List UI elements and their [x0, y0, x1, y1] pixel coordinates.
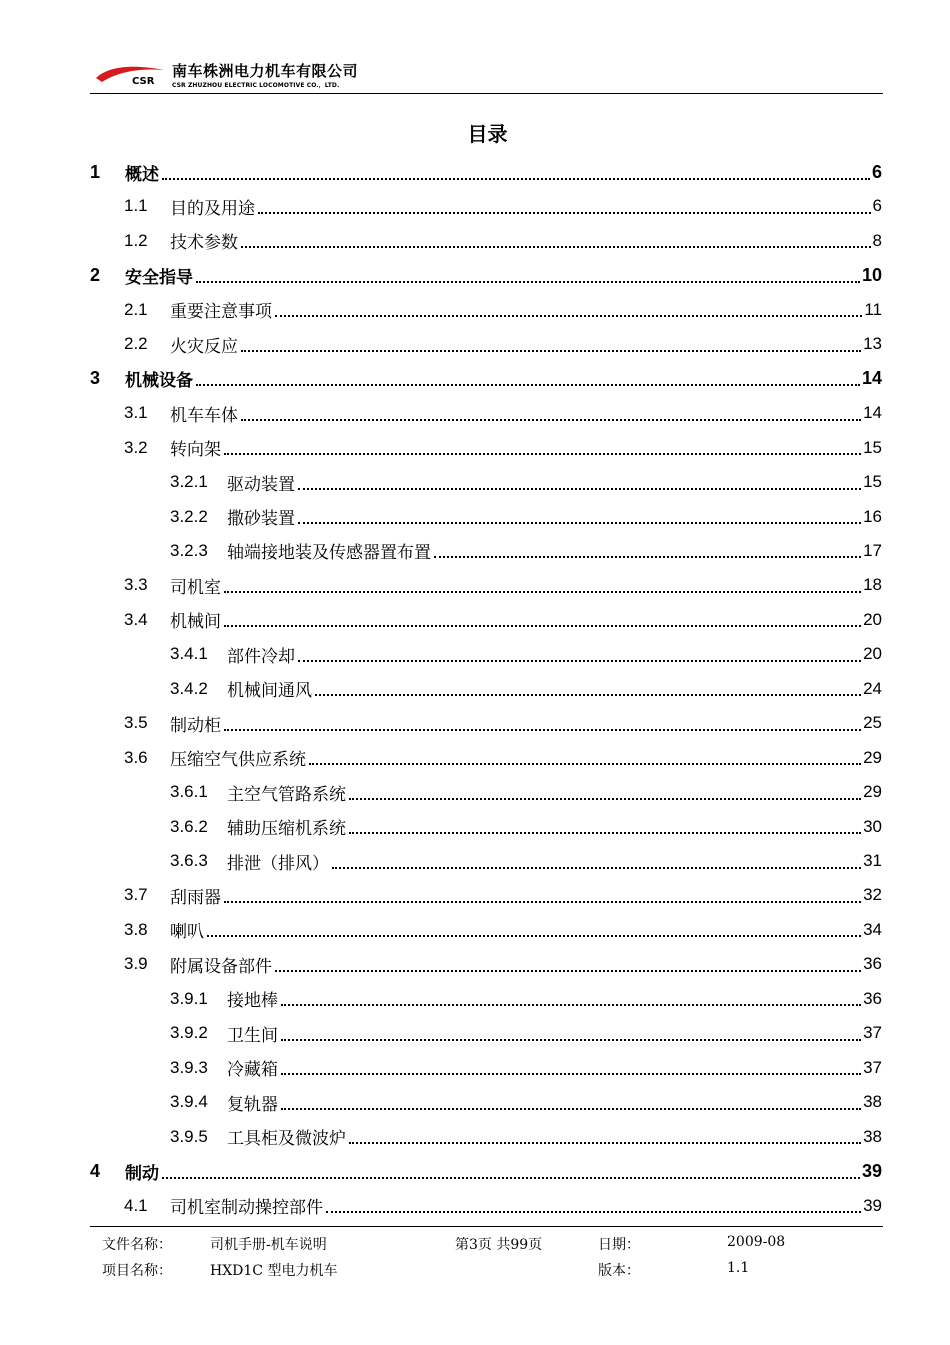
toc-entry-page: 36 — [863, 988, 882, 1008]
toc-dot-leader — [434, 555, 861, 558]
toc-entry-number: 3.9.3 — [170, 1057, 208, 1077]
toc-entry-page: 15 — [863, 472, 882, 492]
toc-entry-label: 附属设备部件 — [170, 956, 272, 977]
toc-entry-page: 8 — [872, 230, 882, 250]
toc-entry[interactable] — [170, 812, 882, 842]
toc-entry-label: 撒砂装置 — [227, 509, 295, 529]
toc-dot-leader — [162, 1176, 860, 1179]
file-name-label: 文件名称： — [102, 1237, 172, 1253]
toc-entry-number: 3.6.2 — [170, 816, 208, 836]
toc-entry-number: 4.1 — [124, 1195, 148, 1215]
toc-entry-label: 冷藏箱 — [227, 1060, 278, 1081]
toc-entry[interactable] — [170, 674, 882, 704]
toc-entry-number: 3.4 — [124, 609, 148, 629]
header-divider — [90, 93, 883, 94]
toc-dot-leader — [258, 211, 871, 214]
toc-entry-number: 1 — [90, 161, 101, 182]
footer-divider — [90, 1226, 883, 1227]
toc-dot-leader — [332, 866, 861, 869]
toc-entry-number: 2.2 — [124, 334, 148, 354]
toc-entry-label: 喇叭 — [170, 922, 204, 943]
toc-entry-label: 部件冷却 — [227, 646, 295, 667]
toc-entry-label: 机械间通风 — [227, 681, 312, 702]
toc-entry[interactable] — [124, 570, 882, 600]
toc-entry-label: 技术参数 — [170, 233, 238, 254]
toc-entry-number: 3.4.2 — [170, 678, 208, 698]
toc-entry-page: 39 — [863, 1195, 882, 1215]
toc-entry-label: 火灾反应 — [170, 336, 238, 357]
toc-entry-label: 目的及用途 — [170, 198, 255, 219]
toc-entry[interactable] — [170, 639, 882, 669]
toc-entry-page: 29 — [863, 747, 882, 767]
toc-entry-page: 36 — [863, 954, 882, 974]
toc-entry-number: 3 — [90, 368, 101, 389]
project-value: HXD1C 型电力机车 — [210, 1263, 338, 1279]
date-value: 2009-08 — [727, 1234, 786, 1250]
toc-entry-page: 25 — [863, 713, 882, 733]
toc-entry-number: 3.9.2 — [170, 1023, 208, 1043]
toc-entry-label: 主空气管路系统 — [227, 784, 346, 805]
toc-entry-label: 机械间 — [170, 612, 221, 633]
toc-dot-leader — [207, 934, 861, 937]
company-name-cn: 南车株洲电力机车有限公司 — [172, 62, 359, 80]
toc-entry[interactable] — [170, 502, 882, 532]
toc-entry-page: 32 — [863, 885, 882, 905]
csr-logo — [94, 58, 166, 88]
toc-entry[interactable] — [124, 605, 882, 635]
toc-entry-number: 2 — [90, 264, 101, 285]
toc-dot-leader — [196, 280, 860, 283]
toc-entry-number: 1.1 — [124, 196, 148, 216]
toc-entry[interactable] — [90, 260, 882, 290]
toc-entry[interactable] — [124, 433, 882, 463]
toc-entry-page: 17 — [863, 540, 882, 560]
company-name-en: CSR ZHUZHOU ELECTRIC LOCOMOTIVE CO.，LTD. — [172, 82, 340, 89]
toc-dot-leader — [349, 831, 861, 834]
toc-entry-label: 制动 — [125, 1163, 159, 1184]
toc-entry-label: 压缩空气供应系统 — [170, 750, 306, 771]
toc-entry-page: 29 — [863, 782, 882, 802]
toc-dot-leader — [309, 762, 861, 765]
toc-entry[interactable] — [124, 949, 882, 979]
toc-dot-leader — [281, 1038, 861, 1041]
toc-entry[interactable] — [170, 467, 882, 497]
date-label: 日期： — [598, 1237, 640, 1253]
toc-dot-leader — [224, 452, 861, 455]
toc-entry[interactable] — [124, 1191, 882, 1221]
toc-entry-number: 3.6 — [124, 747, 148, 767]
toc-entry-label: 重要注意事项 — [170, 302, 272, 323]
page-header — [90, 50, 883, 94]
toc-dot-leader — [281, 1003, 861, 1006]
toc-entry-number: 3.3 — [124, 575, 148, 595]
toc-dot-leader — [326, 1210, 861, 1213]
toc-entry-page: 15 — [863, 437, 882, 457]
page-info: 第3页 共99页 — [455, 1237, 543, 1253]
toc-entry[interactable] — [170, 1018, 882, 1048]
toc-entry-number: 3.2 — [124, 437, 148, 457]
toc-entry[interactable] — [170, 1122, 882, 1152]
toc-entry-label: 制动柜 — [170, 715, 221, 736]
version-label: 版本： — [598, 1263, 640, 1279]
toc-entry-number: 4 — [90, 1160, 101, 1181]
toc-entry[interactable] — [124, 226, 882, 256]
toc-entry-number: 3.6.1 — [170, 782, 208, 802]
toc-entry-page: 39 — [861, 1160, 882, 1181]
toc-dot-leader — [241, 418, 861, 421]
toc-entry-number: 3.2.1 — [170, 472, 208, 492]
toc-entry-number: 3.9.5 — [170, 1126, 208, 1146]
toc-dot-leader — [298, 659, 861, 662]
toc-dot-leader — [241, 245, 871, 248]
toc-dot-leader — [224, 624, 861, 627]
toc-dot-leader — [224, 590, 861, 593]
toc-entry[interactable] — [124, 329, 882, 359]
toc-entry[interactable] — [170, 1087, 882, 1117]
toc-entry[interactable] — [124, 915, 882, 945]
toc-entry-page: 10 — [861, 264, 882, 285]
toc-dot-leader — [224, 900, 861, 903]
toc-dot-leader — [281, 1107, 861, 1110]
toc-entry-page: 31 — [863, 851, 882, 870]
toc-entry[interactable] — [124, 191, 882, 221]
toc-entry-label: 司机室 — [170, 577, 221, 598]
toc-entry-number: 3.1 — [124, 403, 148, 423]
toc-entry-label: 机车车体 — [170, 405, 238, 426]
toc-entry-number: 3.9.1 — [170, 988, 208, 1008]
toc-entry-page: 24 — [863, 678, 882, 698]
toc-entry[interactable] — [170, 984, 882, 1014]
toc-entry-page: 18 — [863, 575, 882, 595]
toc-entry-label: 接地棒 — [227, 991, 278, 1012]
toc-entry-number: 3.4.1 — [170, 644, 208, 664]
toc-entry-page: 6 — [872, 196, 882, 216]
toc-entry-label: 司机室制动操控部件 — [170, 1198, 323, 1218]
toc-dot-leader — [224, 728, 861, 731]
toc-entry-label: 卫生间 — [227, 1025, 278, 1046]
toc-dot-leader — [281, 1072, 861, 1075]
toc-dot-leader — [298, 487, 861, 490]
toc-dot-leader — [241, 349, 861, 352]
page-title: 目录 — [467, 122, 508, 146]
toc-entry-page: 37 — [863, 1057, 882, 1077]
toc-entry[interactable] — [124, 880, 882, 910]
toc-dot-leader — [162, 177, 870, 180]
toc-entry-number: 3.9.4 — [170, 1092, 208, 1112]
toc-entry-number: 1.2 — [124, 230, 148, 250]
toc-entry-label: 驱动装置 — [227, 474, 295, 495]
toc-dot-leader — [196, 383, 860, 386]
toc-entry-label: 刮雨器 — [170, 887, 221, 908]
toc-entry-page: 16 — [863, 506, 882, 526]
toc-entry-label: 安全指导 — [125, 267, 193, 288]
toc-entry-label: 排泄（排风） — [227, 853, 329, 874]
toc-entry-page: 30 — [863, 816, 882, 836]
toc-entry-page: 20 — [863, 644, 882, 664]
project-label: 项目名称： — [102, 1263, 172, 1279]
toc-entry-number: 3.5 — [124, 713, 148, 733]
toc-dot-leader — [349, 1141, 861, 1144]
toc-entry-number: 3.6.3 — [170, 851, 208, 870]
logo-text: CSR — [132, 76, 155, 87]
toc-entry[interactable] — [124, 743, 882, 773]
toc-entry-number: 3.2.3 — [170, 540, 208, 560]
toc-dot-leader — [349, 797, 861, 800]
toc-entry-number: 2.1 — [124, 299, 148, 319]
toc-dot-leader — [315, 693, 861, 696]
toc-entry[interactable] — [90, 364, 882, 394]
toc-entry[interactable] — [124, 708, 882, 738]
toc-entry-page: 11 — [864, 299, 882, 319]
toc-entry[interactable] — [90, 157, 882, 187]
toc-entry-page: 14 — [863, 403, 882, 423]
toc-entry-number: 3.8 — [124, 919, 148, 939]
toc-entry[interactable] — [124, 295, 882, 325]
toc-entry-label: 辅助压缩机系统 — [227, 819, 346, 840]
toc-entry-number: 3.9 — [124, 954, 148, 974]
toc-entry[interactable] — [170, 536, 882, 566]
page-footer — [0, 1230, 950, 1290]
toc-dot-leader — [275, 969, 861, 972]
toc-entry-page: 38 — [863, 1092, 882, 1112]
toc-entry[interactable] — [170, 846, 882, 876]
toc-entry-label: 轴端接地装及传感器置布置 — [227, 543, 431, 564]
toc-entry-page: 20 — [863, 609, 882, 629]
toc-entry-label: 转向架 — [170, 440, 221, 461]
file-name-value: 司机手册-机车说明 — [210, 1237, 327, 1253]
toc-entry-label: 概述 — [125, 164, 159, 185]
toc-entry-number: 3.2.2 — [170, 506, 208, 526]
toc-entry-page: 34 — [863, 919, 882, 939]
toc-entry[interactable] — [90, 1156, 882, 1186]
toc-entry-page: 6 — [871, 161, 882, 182]
toc-entry-page: 13 — [863, 334, 882, 354]
toc-entry-page: 37 — [863, 1023, 882, 1043]
toc-entry[interactable] — [170, 777, 882, 807]
toc-dot-leader — [298, 521, 861, 524]
toc-entry[interactable] — [124, 398, 882, 428]
toc-dot-leader — [275, 314, 862, 317]
toc-entry-label: 机械设备 — [125, 371, 193, 392]
toc-entry-label: 复轨器 — [227, 1094, 278, 1115]
version-value: 1.1 — [727, 1260, 750, 1276]
toc-entry[interactable] — [170, 1053, 882, 1083]
toc-entry-number: 3.7 — [124, 885, 148, 905]
toc-entry-label: 工具柜及微波炉 — [227, 1129, 346, 1150]
toc-entry-page: 38 — [863, 1126, 882, 1146]
toc-entry-page: 14 — [861, 368, 882, 389]
